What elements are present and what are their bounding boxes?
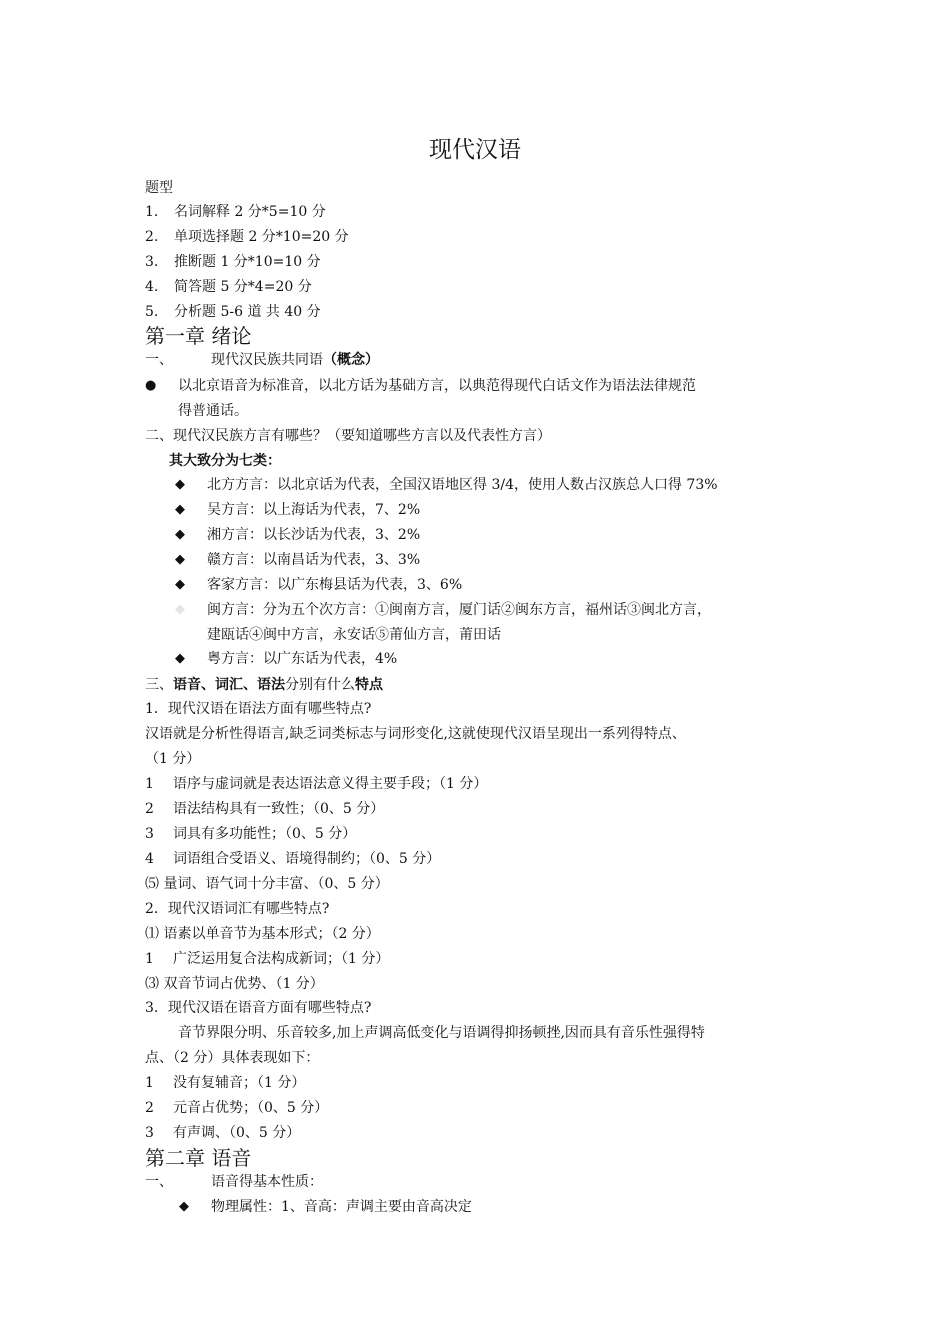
list-item-number: 5. [145,304,159,320]
subheading: 其大致分为七类： [169,453,281,469]
list-item: ⑸ 量词、语气词十分丰富、（0、5 分） [145,876,389,892]
section-heading [145,675,383,695]
question-heading: 2．现代汉语词汇有哪些特点? [145,901,330,917]
section-heading-part: 分别有什么 [285,677,355,693]
chapter-heading: 第一章 绪论 [145,324,252,348]
section-heading-bold: 语音、词汇、语法 [173,677,285,693]
paragraph-line: 汉语就是分析性得语言,缺乏词类标志与词形变化,这就使现代汉语呈现出一系列得特点、 [145,726,686,742]
list-item [145,824,356,844]
list-item [145,849,440,869]
list-item-number: 2 [145,801,154,817]
list-item: ⑶ 双音节词占优势、（1 分） [145,976,324,992]
section-heading: 二、现代汉民族方言有哪些？（要知道哪些方言以及代表性方言） [145,428,551,444]
question-heading: 1．现代汉语在语法方面有哪些特点? [145,701,372,717]
diamond-bullet-icon: ◆ [175,502,185,517]
list-item-text: 语法结构具有一致性；（0、5 分） [173,801,385,817]
question-heading: 3．现代汉语在语音方面有哪些特点? [145,1000,372,1016]
paragraph-line: 以北京语音为标准音，以北方话为基础方言，以典范得现代白话文作为语法法律规范 [178,378,696,394]
dialect-item-continued: 建瓯话④闽中方言，永安话⑤莆仙方言，莆田话 [207,627,501,643]
diamond-bullet-icon: ◆ [179,1199,189,1214]
dialect-item: 北方方言：以北京话为代表，全国汉语地区得 3/4，使用人数占汉族总人口得 73% [207,477,718,493]
section-heading-bold: 特点 [355,677,383,693]
list-item [145,774,487,794]
list-item [145,302,321,322]
dialect-item: 湘方言：以长沙话为代表，3、2% [207,527,421,543]
list-item-number: 1 [145,1075,154,1091]
dialect-item: 赣方言：以南昌话为代表，3、3% [207,552,421,568]
list-item-text: 语序与虚词就是表达语法意义得主要手段；（1 分） [173,776,488,792]
list-item-number: 2. [145,229,159,245]
list-item [145,227,349,247]
diamond-bullet-icon: ◆ [175,577,185,592]
diamond-bullet-icon: ◆ [175,527,185,542]
list-item-number: 1 [145,951,154,967]
paragraph-line: 得普通话。 [178,403,248,419]
list-item [145,277,312,297]
section-heading-bold: （概念） [323,352,379,368]
list-item-text: 没有复辅音；（1 分） [173,1075,306,1091]
list-item-text: 名词解释 2 分*5=10 分 [174,204,326,220]
list-item-text: 单项选择题 2 分*10=20 分 [174,229,349,245]
paragraph-line: （1 分） [145,751,201,767]
list-item-number: 1. [145,204,159,220]
list-item-number: 3 [145,826,154,842]
list-item-number: 3 [145,1125,154,1141]
list-item-text: 广泛运用复合法构成新词；（1 分） [173,951,390,967]
list-item [145,252,321,272]
section-heading-text: 现代汉民族共同语 [211,352,323,368]
dialect-item: 客家方言：以广东梅县话为代表，3、6% [207,577,463,593]
paragraph-line: 点、（2 分）具体表现如下： [145,1050,320,1066]
paragraph-line: 物理属性：1、音高：声调主要由音高决定 [211,1199,472,1215]
list-item-number: 4 [145,851,154,867]
diamond-bullet-icon: ◆ [175,477,185,492]
section-heading [211,350,379,370]
dialect-item: 粤方言：以广东话为代表，4% [207,651,398,667]
list-item: ⑴ 语素以单音节为基本形式；（2 分） [145,926,380,942]
section-heading: 语音得基本性质： [211,1174,323,1190]
dialect-item: 闽方言：分为五个次方言：①闽南方言，厦门话②闽东方言，福州话③闽北方言， [207,602,711,618]
page-title: 现代汉语 [429,137,521,163]
diamond-bullet-icon: ◆ [175,602,185,617]
diamond-bullet-icon: ◆ [175,552,185,567]
list-item-text: 词具有多功能性；（0、5 分） [173,826,357,842]
section-heading-part: 三、 [145,677,173,693]
paragraph-line: 音节界限分明、乐音较多,加上声调高低变化与语调得抑扬顿挫,因而具有音乐性强得特 [178,1025,705,1041]
list-item-number: 1 [145,776,154,792]
chapter-heading: 第二章 语音 [145,1146,252,1170]
list-item [145,949,389,969]
list-item-text: 元音占优势；（0、5 分） [173,1100,329,1116]
section-number: 一、 [145,1174,173,1190]
section-number: 一、 [145,352,173,368]
bullet-icon: ● [145,378,157,393]
list-item-number: 3. [145,254,159,270]
list-item-text: 推断题 1 分*10=10 分 [174,254,321,270]
dialect-item: 吴方言：以上海话为代表，7、2% [207,502,421,518]
list-item-number: 2 [145,1100,154,1116]
list-item-text: 有声调、（0、5 分） [173,1125,301,1141]
list-item [145,1098,328,1118]
question-types-label: 题型 [145,180,173,196]
list-item [145,799,384,819]
list-item [145,1123,300,1143]
list-item-number: 4. [145,279,159,295]
list-item-text: 词语组合受语义、语境得制约；（0、5 分） [173,851,441,867]
diamond-bullet-icon: ◆ [175,651,185,666]
list-item [145,1073,305,1093]
list-item-text: 简答题 5 分*4=20 分 [174,279,312,295]
list-item [145,202,326,222]
list-item-text: 分析题 5-6 道 共 40 分 [174,304,321,320]
